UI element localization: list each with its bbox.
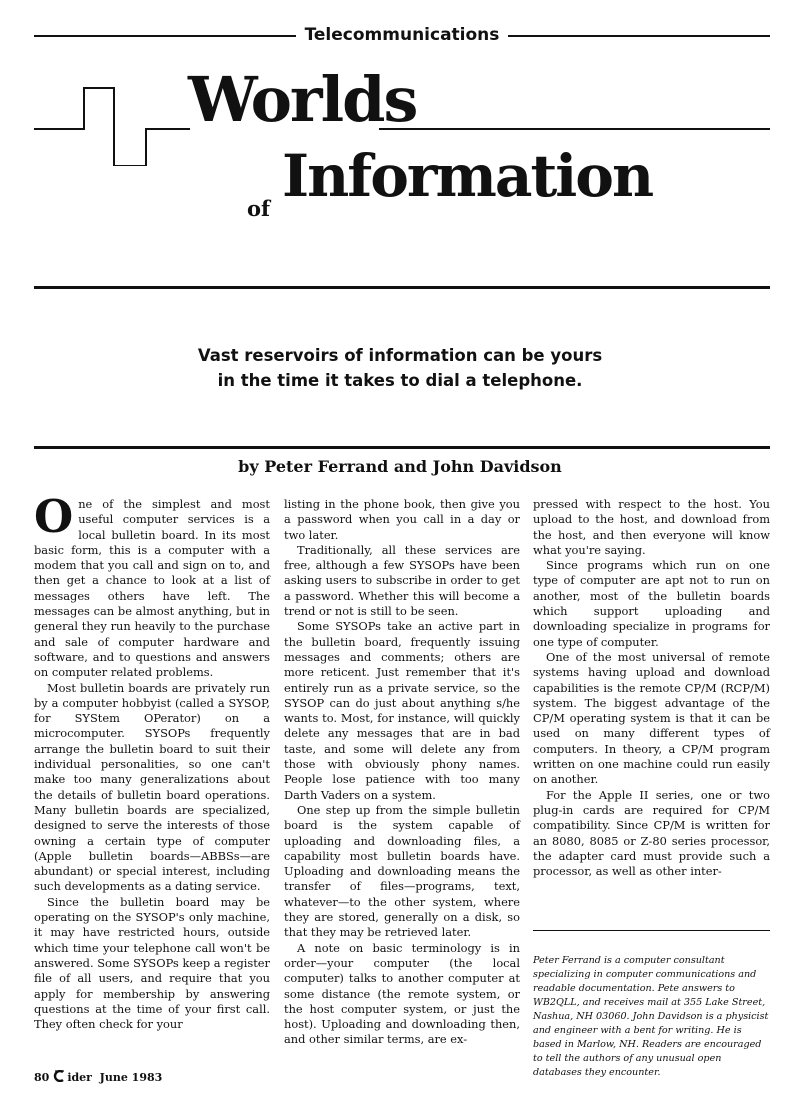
paragraph: Some SYSOPs take an active part in the bulletin board, frequently issuing messages and comments; others are more reticent. Just remember that it's entirely run as a private service, so the SYSOP can do just about anything s/he wants to. Most, for instance, will quickly delete any messages that are in bad taste, and some will delete any from those with obviously phony names. People lose patience with too many Darth Vaders on a system. bbox=[284, 619, 520, 802]
byline-divider bbox=[34, 446, 770, 449]
issue-date: June 1983 bbox=[99, 1071, 163, 1084]
article-column-1 bbox=[34, 490, 270, 1032]
paragraph: A note on basic terminology is in order—your computer (the local computer) talks to another computer at some distance (the remote system, or the host computer system, or just the host). Uploading and downloading then, and other similar terms, are ex- bbox=[284, 940, 520, 1047]
paragraph: One step up from the simple bulletin board is the system capable of uploading and downloading files, a capability most bulletin boards have. Uploading and downloading means the transfer of files—programs, text, whatever—to the other system, where they are stored, generally on a disk, so that they may be retrieved later. bbox=[284, 802, 520, 940]
paragraph: pressed with respect to the host. You upload to the host, and download from the host, and then everyone will know what you're saying. bbox=[533, 497, 770, 557]
dek bbox=[150, 343, 650, 393]
folio bbox=[34, 1070, 162, 1086]
drop-cap: O bbox=[34, 490, 74, 543]
title-worlds: Worlds bbox=[188, 63, 417, 136]
article-column-3 bbox=[533, 497, 770, 879]
paragraph-text: ne of the simplest and most useful computer services is a local bulletin board. In its most basic form, this is a computer with a modem that you call and sign on to, and then get a chance to look at a list of messages others have left. The messages can be almost anything, but in general they run heavily to the purchase and sale of computer hardware and software, and to questions and answers on computer related problems. bbox=[34, 497, 270, 680]
paragraph: listing in the phone book, then give you a password when you call in a day or two later. bbox=[284, 497, 520, 542]
paragraph: Since the bulletin board may be operating on the SYSOP's only machine, it may have restricted hours, outside which time your telephone call won't be answered. Some SYSOPs keep a register file of all users, and require that you apply for membership by answering questions at the time of your first call. They often check for your bbox=[34, 894, 270, 1032]
magazine-name: ider bbox=[67, 1071, 92, 1084]
article-column-2 bbox=[284, 497, 520, 1048]
byline: by Peter Ferrand and John Davidson bbox=[238, 457, 562, 476]
dek-line-1: Vast reservoirs of information can be yours bbox=[197, 346, 603, 365]
footnote-rule bbox=[533, 930, 770, 931]
paragraph: One of the most universal of remote systems having upload and download capabilities is the remote CP/M (RCP/M) system. The biggest advantage of the CP/M operating system is that it can be used on many different types of computers. In theory, a CP/M program written on one machine could run easily on another. bbox=[533, 649, 770, 787]
paragraph: Since programs which run on one type of computer are apt not to run on another, most of the bulletin boards which support uploading and downloading specialize in programs for one type of computer. bbox=[533, 558, 770, 649]
title-area bbox=[0, 60, 800, 220]
magazine-logo-icon bbox=[53, 1070, 65, 1082]
section-rule-left bbox=[34, 35, 296, 37]
author-footnote: Peter Ferrand is a computer consultant specializing in computer communications and readable documentation. Pete answers to WB2QLL, and receives mail at 355 Lake Street, Nashua, NH 03060. John Davidson is a physicist and engineer with a bent for writing. He is based in Marlow, NH. Readers are encouraged to tell the authors of any unusual open databases they encounter. bbox=[533, 955, 769, 1078]
paragraph: For the Apple II series, one or two plug-in cards are required for CP/M compatibility. Since CP/M is written for an 8080, 8085 or Z-80 series processor, the adapter card must provide such a processor, as well as other inter- bbox=[533, 787, 770, 879]
section-rule-right bbox=[508, 35, 770, 37]
page-number: 80 bbox=[34, 1071, 50, 1084]
paragraph bbox=[34, 490, 270, 681]
title-information: Information bbox=[282, 142, 653, 210]
title-of: of bbox=[247, 196, 271, 221]
paragraph: Traditionally, all these services are free, although a few SYSOPs have been asking users to subscribe in order to get a password. Whether this will become a trend or not is still to be seen. bbox=[284, 542, 520, 619]
section-header bbox=[34, 24, 770, 46]
paragraph: Most bulletin boards are privately run by a computer hobbyist (called a SYSOP, for SYStem OPerator) on a microcomputer. SYSOPs frequently arrange the bulletin board to suit their individual personalities, so one can't make too many generalizations about the details of bulletin board operations. Many bulletin boards are specialized, designed to serve the interests of those owning a certain type of computer (Apple bulletin boards—ABBSs—are abundant) or special interest, including such developments as a dating service. bbox=[34, 680, 270, 894]
section-label: Telecommunications bbox=[304, 25, 500, 45]
title-divider bbox=[34, 286, 770, 289]
dek-line-2: in the time it takes to dial a telephone. bbox=[217, 371, 583, 390]
